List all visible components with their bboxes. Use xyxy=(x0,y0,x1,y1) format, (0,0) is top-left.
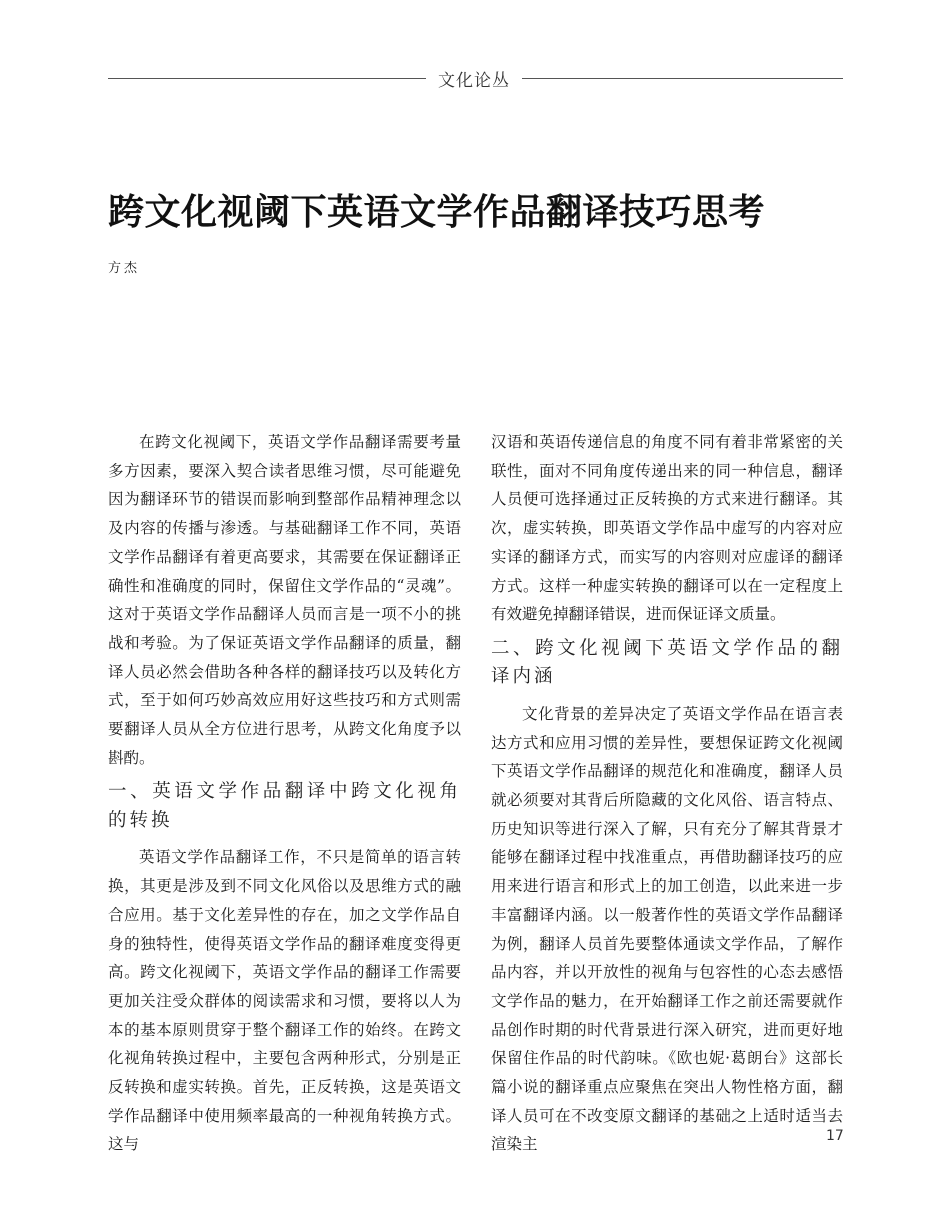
header-rule-right xyxy=(522,78,843,79)
right-column xyxy=(491,428,843,1159)
page-number: 17 xyxy=(826,1128,844,1144)
body-paragraph: 文化背景的差异决定了英语文学作品在语言表达方式和应用习惯的差异性，要想保证跨文化视阈下英语文学作品翻译的规范化和准确度，翻译人员就必须要对其背后所隐藏的文化风俗、语言特点、历史知识等进行深入了解，只有充分了解其背景才能够在翻译过程中找准重点，再借助翻译技巧的应用来进行语言和形式上的加工创造，以此来进一步丰富翻译内涵。以一般著作性的英语文学作品翻译为例，翻译人员首先要整体通读文学作品，了解作品内容，并以开放性的视角与包容性的心态去感悟文学作品的魅力，在开始翻译工作之前还需要就作品创作时期的时代背景进行深入研究，进而更好地保留住作品的时代韵味。《欧也妮·葛朗台》这部长篇小说的翻译重点应聚焦在突出人物性格方面，翻译人员可在不改变原文翻译的基础之上适时适当去渲染主 xyxy=(491,704,843,1154)
section-heading-2: 二、跨文化视阈下英语文学作品的翻译内涵 xyxy=(491,637,843,688)
left-column xyxy=(108,428,461,1159)
body-paragraph: 在跨文化视阈下，英语文学作品翻译需要考量多方因素，要深入契合读者思维习惯，尽可能避免因为翻译环节的错误而影响到整部作品精神理念以及内容的传播与渗透。与基础翻译工作不同，英语文学作品翻译有着更高要求，其需要在保证翻译正确性和准确度的同时，保留住文学作品的“灵魂”。这对于英语文学作品翻译人员而言是一项不小的挑战和考验。为了保证英语文学作品翻译的质量，翻译人员必然会借助各种各样的翻译技巧以及转化方式，至于如何巧妙高效应用好这些技巧和方式则需要翻译人员从全方位进行思考，从跨文化角度予以斟酌。 xyxy=(108,433,461,767)
article-title: 跨文化视阈下英语文学作品翻译技巧思考 xyxy=(108,192,766,233)
section-label: 文化论丛 xyxy=(438,71,510,91)
article-author: 方杰 xyxy=(108,261,141,276)
section-heading-1: 一、英语文学作品翻译中跨文化视角的转换 xyxy=(108,781,461,831)
header-rule-left xyxy=(108,78,426,79)
body-paragraph: 英语文学作品翻译工作，不只是简单的语言转换，其更是涉及到不同文化风俗以及思维方式的融合应用。基于文化差异性的存在，加之文学作品自身的独特性，使得英语文学作品的翻译难度变得更高。跨文化视阈下，英语文学作品的翻译工作需要更加关注受众群体的阅读需求和习惯，要将以人为本的基本原则贯穿于整个翻译工作的始终。在跨文化视角转换过程中，主要包含两种形式，分别是正反转换和虚实转换。首先，正反转换，这是英语文学作品翻译中使用频率最高的一种视角转换方式。这与 xyxy=(108,848,461,1154)
body-paragraph: 汉语和英语传递信息的角度不同有着非常紧密的关联性，面对不同角度传递出来的同一种信息，翻译人员便可选择通过正反转换的方式来进行翻译。其次，虚实转换，即英语文学作品中虚写的内容对应实译的翻译方式，而实写的内容则对应虚译的翻译方式。这样一种虚实转换的翻译可以在一定程度上有效避免掉翻译错误，进而保证译文质量。 xyxy=(491,433,843,624)
